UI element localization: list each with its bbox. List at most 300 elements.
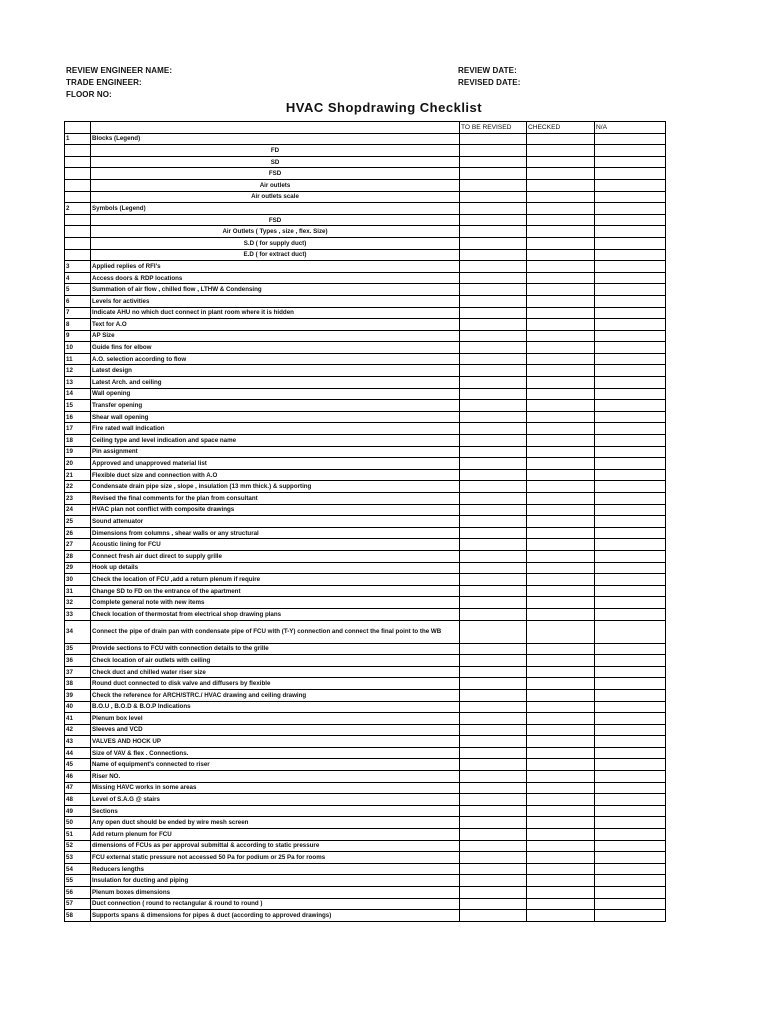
na-cell[interactable] — [595, 272, 666, 284]
checked-cell[interactable] — [527, 817, 595, 829]
item-description: Check location of air outlets with ceiling — [91, 655, 460, 667]
item-number — [65, 145, 91, 157]
to-be-revised-cell[interactable] — [460, 435, 527, 447]
na-cell[interactable] — [595, 261, 666, 273]
table-row — [65, 620, 666, 643]
checked-cell[interactable] — [527, 608, 595, 620]
na-cell[interactable] — [595, 794, 666, 806]
item-number: 57 — [65, 898, 91, 910]
item-description: Wall opening — [91, 388, 460, 400]
table-row — [65, 585, 666, 597]
item-description: Latest design — [91, 365, 460, 377]
checked-cell[interactable] — [527, 910, 595, 922]
table-row — [65, 156, 666, 168]
to-be-revised-cell[interactable] — [460, 330, 527, 342]
checked-cell[interactable] — [527, 724, 595, 736]
na-cell[interactable] — [595, 435, 666, 447]
item-number: 31 — [65, 585, 91, 597]
to-be-revised-cell[interactable] — [460, 829, 527, 841]
to-be-revised-cell[interactable] — [460, 689, 527, 701]
item-description: VALVES AND HOCK UP — [91, 736, 460, 748]
na-cell[interactable] — [595, 689, 666, 701]
item-description: B.O.U , B.O.D & B.O.P Indications — [91, 701, 460, 713]
checked-cell[interactable] — [527, 771, 595, 783]
to-be-revised-cell[interactable] — [460, 226, 527, 238]
checked-cell[interactable] — [527, 805, 595, 817]
na-cell[interactable] — [595, 203, 666, 215]
item-description: Access doors & RDP locations — [91, 272, 460, 284]
na-cell[interactable] — [595, 469, 666, 481]
to-be-revised-cell[interactable] — [460, 145, 527, 157]
item-description: Duct connection ( round to rectangular & round to round ) — [91, 898, 460, 910]
table-row — [65, 179, 666, 191]
checked-cell[interactable] — [527, 759, 595, 771]
table-row — [65, 458, 666, 470]
to-be-revised-cell[interactable] — [460, 295, 527, 307]
checked-cell[interactable] — [527, 203, 595, 215]
item-description: Symbols (Legend) — [91, 203, 460, 215]
to-be-revised-cell[interactable] — [460, 400, 527, 412]
item-description: Add return plenum for FCU — [91, 829, 460, 841]
checked-cell[interactable] — [527, 504, 595, 516]
checked-cell[interactable] — [527, 411, 595, 423]
to-be-revised-cell[interactable] — [460, 319, 527, 331]
na-cell[interactable] — [595, 481, 666, 493]
to-be-revised-cell[interactable] — [460, 840, 527, 852]
item-number: 26 — [65, 527, 91, 539]
to-be-revised-cell[interactable] — [460, 203, 527, 215]
na-cell[interactable] — [595, 145, 666, 157]
checked-cell[interactable] — [527, 446, 595, 458]
na-cell[interactable] — [595, 805, 666, 817]
item-description: AP Size — [91, 330, 460, 342]
na-cell[interactable] — [595, 423, 666, 435]
na-cell[interactable] — [595, 249, 666, 261]
to-be-revised-cell[interactable] — [460, 898, 527, 910]
na-cell[interactable] — [595, 226, 666, 238]
to-be-revised-cell[interactable] — [460, 284, 527, 296]
table-row — [65, 342, 666, 354]
item-number: 24 — [65, 504, 91, 516]
item-number: 39 — [65, 689, 91, 701]
to-be-revised-cell[interactable] — [460, 342, 527, 354]
checked-cell[interactable] — [527, 214, 595, 226]
na-cell[interactable] — [595, 411, 666, 423]
to-be-revised-cell[interactable] — [460, 852, 527, 864]
checked-cell[interactable] — [527, 133, 595, 145]
table-row — [65, 319, 666, 331]
to-be-revised-cell[interactable] — [460, 272, 527, 284]
item-number: 6 — [65, 295, 91, 307]
table-row — [65, 724, 666, 736]
table-row — [65, 829, 666, 841]
to-be-revised-cell[interactable] — [460, 805, 527, 817]
to-be-revised-cell[interactable] — [460, 214, 527, 226]
to-be-revised-cell[interactable] — [460, 782, 527, 794]
table-row — [65, 678, 666, 690]
item-description: Check duct and chilled water riser size — [91, 666, 460, 678]
checked-cell[interactable] — [527, 829, 595, 841]
checked-cell[interactable] — [527, 226, 595, 238]
checked-cell[interactable] — [527, 887, 595, 899]
na-cell[interactable] — [595, 400, 666, 412]
na-cell[interactable] — [595, 701, 666, 713]
na-cell[interactable] — [595, 782, 666, 794]
item-number: 21 — [65, 469, 91, 481]
item-description: FSD — [91, 168, 460, 180]
na-cell[interactable] — [595, 666, 666, 678]
item-description: Hook up details — [91, 562, 460, 574]
na-cell[interactable] — [595, 295, 666, 307]
to-be-revised-cell[interactable] — [460, 608, 527, 620]
to-be-revised-cell[interactable] — [460, 191, 527, 203]
item-description: Reducers lengths — [91, 863, 460, 875]
to-be-revised-cell[interactable] — [460, 423, 527, 435]
to-be-revised-cell[interactable] — [460, 261, 527, 273]
na-cell[interactable] — [595, 655, 666, 667]
to-be-revised-cell[interactable] — [460, 910, 527, 922]
to-be-revised-cell[interactable] — [460, 365, 527, 377]
item-number — [65, 249, 91, 261]
na-cell[interactable] — [595, 191, 666, 203]
to-be-revised-cell[interactable] — [460, 504, 527, 516]
to-be-revised-cell[interactable] — [460, 527, 527, 539]
table-header-row — [65, 122, 666, 134]
item-description: Flexible duct size and connection with A.O — [91, 469, 460, 481]
revised-date-label: REVISED DATE: — [458, 78, 521, 87]
item-description: FSD — [91, 214, 460, 226]
to-be-revised-cell[interactable] — [460, 516, 527, 528]
na-cell[interactable] — [595, 574, 666, 586]
table-row — [65, 400, 666, 412]
checked-cell[interactable] — [527, 597, 595, 609]
to-be-revised-cell[interactable] — [460, 678, 527, 690]
to-be-revised-cell[interactable] — [460, 377, 527, 389]
trade-engineer-label: TRADE ENGINEER: — [66, 78, 142, 87]
item-description: HVAC plan not conflict with composite drawings — [91, 504, 460, 516]
checked-cell[interactable] — [527, 330, 595, 342]
na-cell[interactable] — [595, 319, 666, 331]
item-description: Connect fresh air duct direct to supply grille — [91, 550, 460, 562]
table-row — [65, 330, 666, 342]
checked-cell[interactable] — [527, 655, 595, 667]
na-cell[interactable] — [595, 747, 666, 759]
checked-cell[interactable] — [527, 168, 595, 180]
checked-cell[interactable] — [527, 342, 595, 354]
table-row — [65, 191, 666, 203]
to-be-revised-cell[interactable] — [460, 863, 527, 875]
na-cell[interactable] — [595, 539, 666, 551]
item-description: Pin assignment — [91, 446, 460, 458]
item-description: Transfer opening — [91, 400, 460, 412]
checked-cell[interactable] — [527, 574, 595, 586]
checked-cell[interactable] — [527, 272, 595, 284]
checked-cell[interactable] — [527, 179, 595, 191]
checked-cell[interactable] — [527, 678, 595, 690]
checked-cell[interactable] — [527, 840, 595, 852]
na-cell[interactable] — [595, 736, 666, 748]
to-be-revised-cell[interactable] — [460, 539, 527, 551]
checked-cell[interactable] — [527, 527, 595, 539]
table-row — [65, 307, 666, 319]
to-be-revised-cell[interactable] — [460, 747, 527, 759]
na-cell[interactable] — [595, 887, 666, 899]
na-cell[interactable] — [595, 330, 666, 342]
table-row — [65, 249, 666, 261]
item-number: 49 — [65, 805, 91, 817]
na-cell[interactable] — [595, 829, 666, 841]
to-be-revised-cell[interactable] — [460, 713, 527, 725]
item-description: Plenum box level — [91, 713, 460, 725]
item-description: Shear wall opening — [91, 411, 460, 423]
table-row — [65, 550, 666, 562]
to-be-revised-cell[interactable] — [460, 133, 527, 145]
checked-cell[interactable] — [527, 191, 595, 203]
to-be-revised-cell[interactable] — [460, 469, 527, 481]
item-description: Connect the pipe of drain pan with condensate pipe of FCU with (T-Y) connection and connect the final point to the WB — [91, 620, 460, 643]
to-be-revised-cell[interactable] — [460, 655, 527, 667]
na-cell[interactable] — [595, 365, 666, 377]
to-be-revised-cell[interactable] — [460, 411, 527, 423]
to-be-revised-cell[interactable] — [460, 458, 527, 470]
checked-cell[interactable] — [527, 736, 595, 748]
item-number: 52 — [65, 840, 91, 852]
checked-cell[interactable] — [527, 852, 595, 864]
checked-cell[interactable] — [527, 295, 595, 307]
to-be-revised-cell[interactable] — [460, 597, 527, 609]
to-be-revised-cell[interactable] — [460, 585, 527, 597]
na-cell[interactable] — [595, 620, 666, 643]
item-description: Levels for activities — [91, 295, 460, 307]
na-cell[interactable] — [595, 771, 666, 783]
na-cell[interactable] — [595, 214, 666, 226]
checked-cell[interactable] — [527, 689, 595, 701]
table-row — [65, 875, 666, 887]
checked-cell[interactable] — [527, 898, 595, 910]
table-row — [65, 840, 666, 852]
checked-cell[interactable] — [527, 666, 595, 678]
na-cell[interactable] — [595, 504, 666, 516]
table-row — [65, 168, 666, 180]
checked-cell[interactable] — [527, 550, 595, 562]
to-be-revised-cell[interactable] — [460, 620, 527, 643]
checked-cell[interactable] — [527, 423, 595, 435]
table-row — [65, 643, 666, 655]
checked-cell[interactable] — [527, 747, 595, 759]
to-be-revised-cell[interactable] — [460, 771, 527, 783]
item-number: 4 — [65, 272, 91, 284]
checked-cell[interactable] — [527, 516, 595, 528]
checked-cell[interactable] — [527, 782, 595, 794]
checked-cell[interactable] — [527, 261, 595, 273]
to-be-revised-cell[interactable] — [460, 249, 527, 261]
na-cell[interactable] — [595, 527, 666, 539]
na-cell[interactable] — [595, 863, 666, 875]
na-cell[interactable] — [595, 840, 666, 852]
na-cell[interactable] — [595, 817, 666, 829]
na-cell[interactable] — [595, 307, 666, 319]
checked-cell[interactable] — [527, 481, 595, 493]
na-cell[interactable] — [595, 353, 666, 365]
to-be-revised-cell[interactable] — [460, 353, 527, 365]
checked-cell[interactable] — [527, 713, 595, 725]
to-be-revised-cell[interactable] — [460, 550, 527, 562]
item-number: 46 — [65, 771, 91, 783]
table-row — [65, 377, 666, 389]
na-cell[interactable] — [595, 852, 666, 864]
to-be-revised-cell[interactable] — [460, 701, 527, 713]
table-row — [65, 666, 666, 678]
table-row — [65, 562, 666, 574]
to-be-revised-cell[interactable] — [460, 388, 527, 400]
to-be-revised-cell[interactable] — [460, 666, 527, 678]
to-be-revised-cell[interactable] — [460, 481, 527, 493]
na-cell[interactable] — [595, 875, 666, 887]
na-cell[interactable] — [595, 724, 666, 736]
to-be-revised-cell[interactable] — [460, 724, 527, 736]
item-number: 33 — [65, 608, 91, 620]
to-be-revised-cell[interactable] — [460, 643, 527, 655]
na-cell[interactable] — [595, 179, 666, 191]
item-number: 13 — [65, 377, 91, 389]
table-row — [65, 747, 666, 759]
na-cell[interactable] — [595, 608, 666, 620]
item-number: 23 — [65, 493, 91, 505]
na-cell[interactable] — [595, 284, 666, 296]
to-be-revised-cell[interactable] — [460, 156, 527, 168]
checked-cell[interactable] — [527, 701, 595, 713]
table-row — [65, 365, 666, 377]
to-be-revised-cell[interactable] — [460, 446, 527, 458]
to-be-revised-cell[interactable] — [460, 759, 527, 771]
checked-cell[interactable] — [527, 493, 595, 505]
na-cell[interactable] — [595, 910, 666, 922]
item-description: Missing HAVC works in some areas — [91, 782, 460, 794]
na-cell[interactable] — [595, 678, 666, 690]
na-cell[interactable] — [595, 643, 666, 655]
na-cell[interactable] — [595, 377, 666, 389]
review-date-label: REVIEW DATE: — [458, 66, 517, 75]
item-description: A.O. selection according to flow — [91, 353, 460, 365]
na-cell[interactable] — [595, 493, 666, 505]
to-be-revised-cell[interactable] — [460, 562, 527, 574]
checked-cell[interactable] — [527, 620, 595, 643]
checked-cell[interactable] — [527, 388, 595, 400]
checked-cell[interactable] — [527, 145, 595, 157]
na-cell[interactable] — [595, 597, 666, 609]
na-cell[interactable] — [595, 342, 666, 354]
to-be-revised-cell[interactable] — [460, 307, 527, 319]
checked-cell[interactable] — [527, 353, 595, 365]
to-be-revised-cell[interactable] — [460, 574, 527, 586]
checked-cell[interactable] — [527, 377, 595, 389]
to-be-revised-cell[interactable] — [460, 875, 527, 887]
table-row — [65, 435, 666, 447]
checked-cell[interactable] — [527, 400, 595, 412]
item-number: 41 — [65, 713, 91, 725]
na-cell[interactable] — [595, 458, 666, 470]
to-be-revised-cell[interactable] — [460, 736, 527, 748]
table-row — [65, 597, 666, 609]
item-description: Size of VAV & flex . Connections. — [91, 747, 460, 759]
na-cell[interactable] — [595, 168, 666, 180]
to-be-revised-cell[interactable] — [460, 179, 527, 191]
table-row — [65, 805, 666, 817]
checked-cell[interactable] — [527, 307, 595, 319]
table-row — [65, 527, 666, 539]
checked-cell[interactable] — [527, 875, 595, 887]
checked-cell[interactable] — [527, 863, 595, 875]
checked-cell[interactable] — [527, 284, 595, 296]
na-cell[interactable] — [595, 133, 666, 145]
checked-cell[interactable] — [527, 319, 595, 331]
to-be-revised-cell[interactable] — [460, 493, 527, 505]
checked-cell[interactable] — [527, 539, 595, 551]
item-number: 8 — [65, 319, 91, 331]
item-number: 1 — [65, 133, 91, 145]
item-description: E.D ( for extract duct) — [91, 249, 460, 261]
checked-cell[interactable] — [527, 469, 595, 481]
floor-no-label: FLOOR NO: — [66, 90, 112, 99]
item-description: Latest Arch. and ceiling — [91, 377, 460, 389]
na-cell[interactable] — [595, 156, 666, 168]
item-description: Insulation for ducting and piping — [91, 875, 460, 887]
item-number: 15 — [65, 400, 91, 412]
checked-cell[interactable] — [527, 435, 595, 447]
checked-cell[interactable] — [527, 458, 595, 470]
na-cell[interactable] — [595, 562, 666, 574]
na-cell[interactable] — [595, 550, 666, 562]
table-row — [65, 771, 666, 783]
checked-cell[interactable] — [527, 237, 595, 249]
checklist-table — [64, 121, 666, 922]
checked-cell[interactable] — [527, 365, 595, 377]
page-title: HVAC Shopdrawing Checklist — [285, 100, 483, 115]
checked-cell[interactable] — [527, 562, 595, 574]
item-number: 12 — [65, 365, 91, 377]
to-be-revised-cell[interactable] — [460, 794, 527, 806]
checked-cell[interactable] — [527, 585, 595, 597]
to-be-revised-cell[interactable] — [460, 887, 527, 899]
to-be-revised-cell[interactable] — [460, 168, 527, 180]
checked-cell[interactable] — [527, 249, 595, 261]
na-cell[interactable] — [595, 237, 666, 249]
item-number: 18 — [65, 435, 91, 447]
item-description: Air outlets — [91, 179, 460, 191]
to-be-revised-cell[interactable] — [460, 237, 527, 249]
item-number: 29 — [65, 562, 91, 574]
na-cell[interactable] — [595, 446, 666, 458]
na-cell[interactable] — [595, 898, 666, 910]
to-be-revised-cell[interactable] — [460, 817, 527, 829]
na-cell[interactable] — [595, 585, 666, 597]
item-number: 45 — [65, 759, 91, 771]
checked-cell[interactable] — [527, 156, 595, 168]
item-number: 14 — [65, 388, 91, 400]
table-row — [65, 516, 666, 528]
checked-cell[interactable] — [527, 643, 595, 655]
na-cell[interactable] — [595, 759, 666, 771]
column-header-to-be-revised: TO BE REVISED — [460, 122, 527, 134]
table-row — [65, 214, 666, 226]
item-number: 25 — [65, 516, 91, 528]
na-cell[interactable] — [595, 713, 666, 725]
na-cell[interactable] — [595, 388, 666, 400]
item-number: 40 — [65, 701, 91, 713]
na-cell[interactable] — [595, 516, 666, 528]
item-number: 51 — [65, 829, 91, 841]
checked-cell[interactable] — [527, 794, 595, 806]
